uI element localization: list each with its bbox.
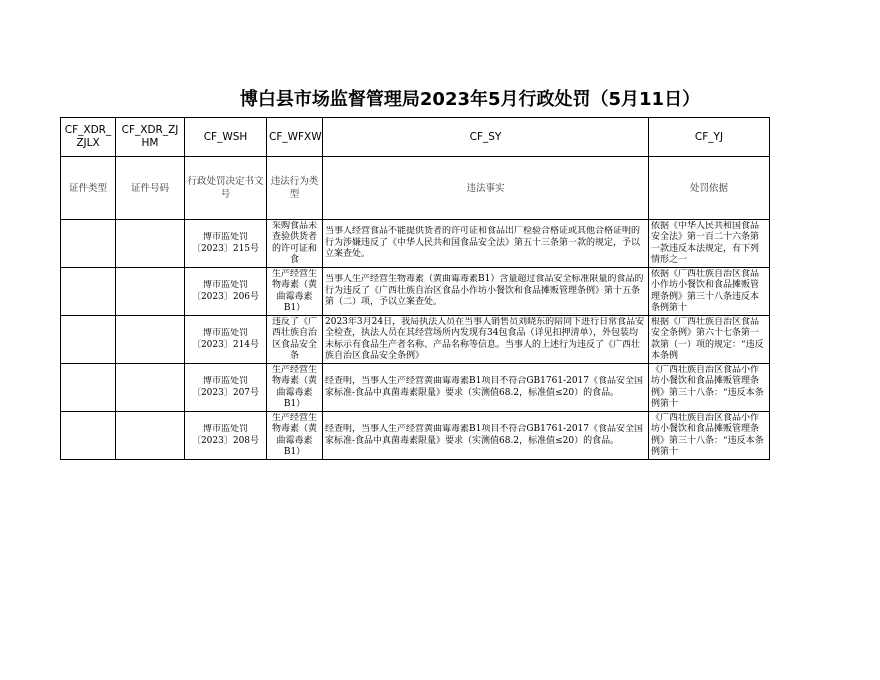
penalty-table bbox=[60, 117, 770, 460]
cell-yj[interactable] bbox=[649, 220, 770, 268]
column-code-zjhm[interactable]: CF_XDR_ZJHM bbox=[116, 118, 185, 157]
column-code-zjlx[interactable]: CF_XDR_ZJLX bbox=[61, 118, 116, 157]
table-row bbox=[61, 364, 770, 412]
column-code-wfxw[interactable]: CF_WFXW bbox=[267, 118, 323, 157]
column-label-wsh[interactable]: 行政处罚决定书文号 bbox=[185, 157, 267, 220]
cell-zjhm[interactable] bbox=[116, 364, 185, 412]
cell-zjhm[interactable] bbox=[116, 268, 185, 316]
column-label-zjhm[interactable]: 证件号码 bbox=[116, 157, 185, 220]
table-row bbox=[61, 220, 770, 268]
cell-wfxw-text: 生产经营生物毒素（黄曲霉毒素B1） bbox=[271, 364, 317, 409]
table-row bbox=[61, 316, 770, 364]
column-label-zjlx[interactable]: 证件类型 bbox=[61, 157, 116, 220]
column-label-wfxw[interactable]: 违法行为类型 bbox=[267, 157, 323, 220]
cell-zjlx[interactable] bbox=[61, 316, 116, 364]
cell-wfxw[interactable] bbox=[267, 316, 323, 364]
cell-zjlx[interactable] bbox=[61, 412, 116, 460]
cell-zjhm[interactable] bbox=[116, 316, 185, 364]
column-code-wsh[interactable]: CF_WSH bbox=[185, 118, 267, 157]
cell-wsh-text: 博市监处罚〔2023〕208号 bbox=[191, 424, 260, 446]
cell-wsh[interactable] bbox=[185, 268, 267, 316]
cell-sy-text: 2023年3月24日，我局执法人员在当事人销售员刘晓东的陪同下进行日常食品安全检查，执法人员在其经营场所内发现有34包食品（详见扣押清单），外包装均未标示有食品生产者名称、产品名称等信息。当事人的上述行为违反了《广西壮族自治区食品安全条例》 bbox=[325, 316, 645, 361]
cell-wsh[interactable] bbox=[185, 316, 267, 364]
cell-wfxw[interactable] bbox=[267, 268, 323, 316]
cell-yj-text: 根据《广西壮族自治区食品安全条例》第六十七条第一款第（一）项的规定：“违反本条例 bbox=[651, 316, 764, 361]
cell-wfxw-text: 采购食品未查验供货者的许可证和食 bbox=[271, 220, 317, 265]
cell-wsh[interactable] bbox=[185, 220, 267, 268]
cell-yj[interactable] bbox=[649, 268, 770, 316]
cell-sy-text: 当事人生产经营生物毒素（黄曲霉毒素B1）含量超过食品安全标准限量的食品的行为违反了《广西壮族自治区食品小作坊小餐饮和食品摊贩管理条例》第十五条第（二）项，予以立案查处。 bbox=[325, 274, 644, 308]
cell-wsh-text: 博市监处罚〔2023〕215号 bbox=[191, 232, 260, 254]
cell-wsh-text: 博市监处罚〔2023〕207号 bbox=[191, 376, 260, 398]
cell-yj[interactable] bbox=[649, 316, 770, 364]
cell-sy[interactable] bbox=[323, 268, 649, 316]
column-label-row bbox=[61, 157, 770, 220]
cell-zjlx[interactable] bbox=[61, 220, 116, 268]
cell-sy-text: 经查明，当事人生产经营黄曲霉毒素B1项目不符合GB1761-2017《食品安全国家标准-食品中真菌毒素限量》要求（实测值68.2，标准值≤20）的食品。 bbox=[325, 424, 643, 446]
cell-yj[interactable] bbox=[649, 412, 770, 460]
column-code-yj[interactable]: CF_YJ bbox=[649, 118, 770, 157]
column-label-sy[interactable]: 违法事实 bbox=[323, 157, 649, 220]
cell-wfxw[interactable] bbox=[267, 220, 323, 268]
cell-zjhm[interactable] bbox=[116, 412, 185, 460]
cell-yj-text: 依据《广西壮族自治区食品小作坊小餐饮和食品摊贩管理条例》第三十八条违反本条例第十 bbox=[651, 268, 760, 313]
cell-wsh[interactable] bbox=[185, 364, 267, 412]
cell-wfxw[interactable] bbox=[267, 412, 323, 460]
cell-wfxw[interactable] bbox=[267, 364, 323, 412]
table-row bbox=[61, 412, 770, 460]
column-code-sy[interactable]: CF_SY bbox=[323, 118, 649, 157]
sheet-title: 博白县市场监督管理局2023年5月行政处罚（5月11日） bbox=[239, 89, 701, 110]
cell-wfxw-text: 违反了《广西壮族自治区食品安全条 bbox=[271, 316, 317, 361]
cell-sy[interactable] bbox=[323, 316, 649, 364]
cell-zjhm[interactable] bbox=[116, 220, 185, 268]
cell-wfxw-text: 生产经营生物毒素（黄曲霉毒素B1） bbox=[271, 268, 317, 313]
cell-zjlx[interactable] bbox=[61, 364, 116, 412]
cell-sy[interactable] bbox=[323, 364, 649, 412]
cell-wfxw-text: 生产经营生物毒素（黄曲霉毒素B1） bbox=[271, 412, 317, 457]
cell-yj-text: 《广西壮族自治区食品小作坊小餐饮和食品摊贩管理条例》第三十八条：“违反本条例第十 bbox=[651, 412, 764, 457]
cell-sy[interactable] bbox=[323, 412, 649, 460]
table-row bbox=[61, 268, 770, 316]
cell-wsh-text: 博市监处罚〔2023〕214号 bbox=[191, 328, 260, 350]
cell-yj[interactable] bbox=[649, 364, 770, 412]
cell-wsh[interactable] bbox=[185, 412, 267, 460]
cell-sy-text: 经查明，当事人生产经营黄曲霉毒素B1项目不符合GB1761-2017《食品安全国家标准-食品中真菌毒素限量》要求（实测值68.2，标准值≤20）的食品。 bbox=[325, 376, 643, 398]
cell-yj-text: 《广西壮族自治区食品小作坊小餐饮和食品摊贩管理条例》第三十八条：“违反本条例第十 bbox=[651, 364, 764, 409]
cell-wsh-text: 博市监处罚〔2023〕206号 bbox=[191, 280, 260, 302]
cell-yj-text: 依据《中华人民共和国食品安全法》第一百二十六条第一款违反本法规定，有下列情形之一 bbox=[651, 220, 760, 265]
cell-zjlx[interactable] bbox=[61, 268, 116, 316]
cell-sy-text: 当事人经营食品不能提供货者的许可证和食品出厂检验合格证或其他合格证明的行为涉嫌违反了《中华人民共和国食品安全法》第五十三条第一款的规定，予以立案查处。 bbox=[325, 226, 641, 260]
column-code-row bbox=[61, 118, 770, 157]
cell-sy[interactable] bbox=[323, 220, 649, 268]
column-label-yj[interactable]: 处罚依据 bbox=[649, 157, 770, 220]
